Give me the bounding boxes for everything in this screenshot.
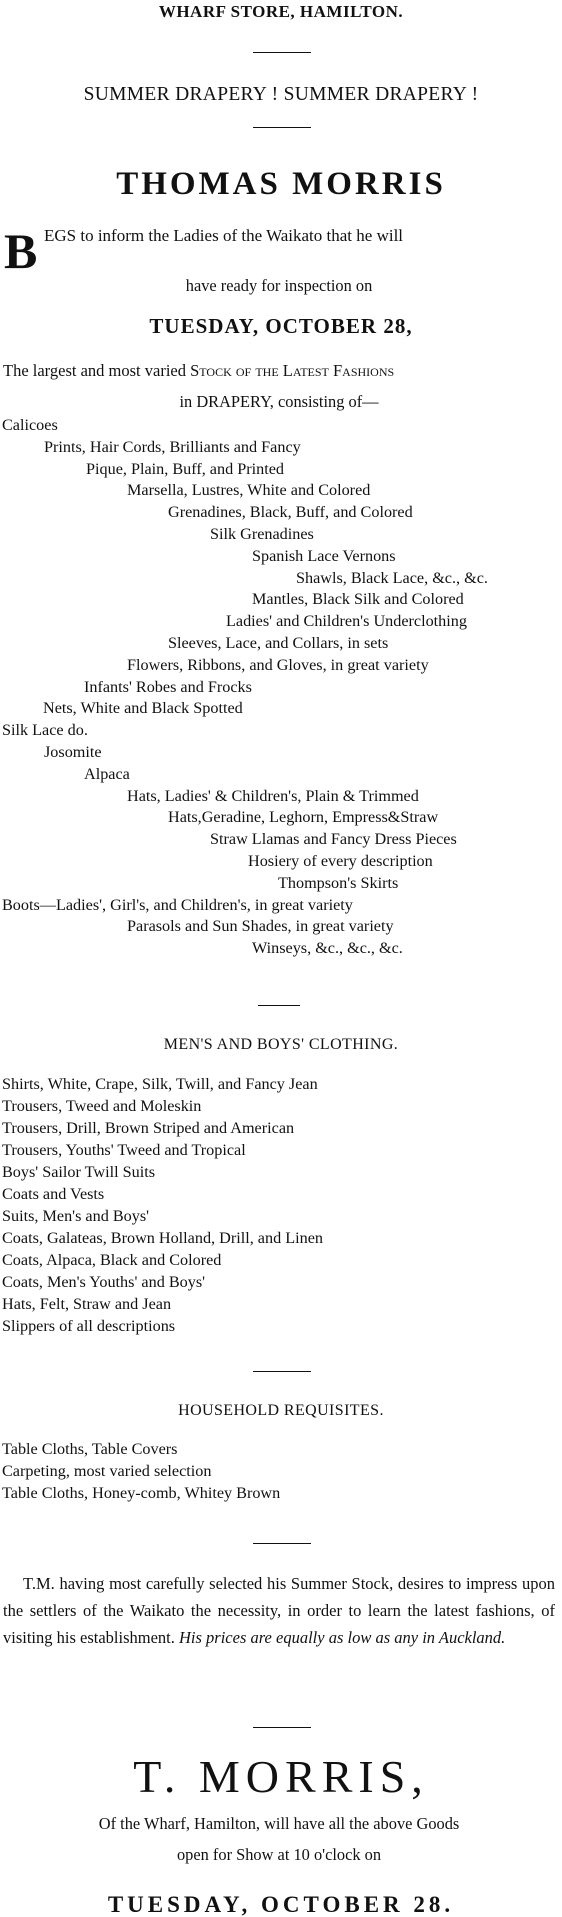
drapery-item: Winseys, &c., &c., &c. [252, 939, 403, 958]
closing-paragraph-text: T.M. having most carefully selected his Summer Stock, desires to impress upon the settlers of the Waikato the necessity, in order to learn the latest fashions, of visiting his establishment. [3, 1574, 555, 1647]
intro-line-3-text: The largest and most varied [3, 361, 191, 380]
intro-line-3 [3, 361, 394, 381]
household-item: Table Cloths, Honey-comb, Whitey Brown [2, 1484, 281, 1502]
mens-clothing-item: Coats, Galateas, Brown Holland, Drill, and Linen [2, 1229, 323, 1247]
store-title: WHARF STORE, HAMILTON. [158, 2, 404, 21]
intro-line-2: have ready for inspection on [185, 276, 373, 295]
household-item: Table Cloths, Table Covers [2, 1440, 178, 1458]
drapery-item: Ladies' and Children's Underclothing [226, 612, 467, 631]
drapery-item: Flowers, Ribbons, and Gloves, in great variety [127, 655, 429, 674]
merchant-name-display: T. MORRIS, [133, 1751, 429, 1802]
drapery-item: Shawls, Black Lace, &c., &c. [296, 568, 488, 587]
drapery-item: Parasols and Sun Shades, in great variety [127, 917, 394, 936]
drapery-item: Marsella, Lustres, White and Colored [127, 481, 371, 500]
wharf-line-2: open for Show at 10 o'clock on [176, 1845, 382, 1864]
mens-clothing-item: Coats and Vests [2, 1185, 105, 1203]
drop-cap: B [4, 223, 38, 279]
intro-line-3-smallcaps: Stock of the Latest Fashions [190, 361, 395, 380]
drapery-item: Boots—Ladies', Girl's, and Children's, in great variety [2, 895, 353, 914]
drapery-item: Alpaca [84, 764, 130, 783]
divider [253, 1543, 311, 1544]
summer-drapery-heading: SUMMER DRAPERY ! SUMMER DRAPERY ! [83, 84, 479, 105]
mens-clothing-item: Coats, Men's Youths' and Boys' [2, 1273, 206, 1291]
drapery-item: Grenadines, Black, Buff, and Colored [168, 503, 413, 522]
divider [253, 127, 311, 128]
drapery-item: Hosiery of every description [248, 852, 433, 870]
closing-paragraph-italic: His prices are equally as low as any in Auckland. [179, 1628, 506, 1647]
drapery-item: Silk Lace do. [2, 721, 88, 740]
mens-clothing-item: Coats, Alpaca, Black and Colored [2, 1251, 222, 1269]
wharf-line-1: Of the Wharf, Hamilton, will have all the above Goods [98, 1814, 460, 1833]
mens-clothing-item: Hats, Felt, Straw and Jean [2, 1295, 172, 1313]
mens-clothing-heading: MEN'S AND BOYS' CLOTHING. [163, 1036, 399, 1053]
mens-clothing-item: Slippers of all descriptions [2, 1317, 176, 1335]
drapery-item: Straw Llamas and Fancy Dress Pieces [210, 830, 457, 849]
mens-clothing-item: Trousers, Youths' Tweed and Tropical [2, 1141, 246, 1159]
drapery-item: Nets, White and Black Spotted [43, 699, 243, 718]
divider [258, 1005, 300, 1006]
drapery-item: Hats, Ladies' & Children's, Plain & Trimmed [127, 786, 419, 805]
divider [253, 1371, 311, 1372]
drapery-item: Pique, Plain, Buff, and Printed [86, 459, 284, 478]
drapery-item: Prints, Hair Cords, Brilliants and Fancy [44, 437, 301, 456]
drapery-item: Sleeves, Lace, and Collars, in sets [168, 634, 389, 652]
household-item: Carpeting, most varied selection [2, 1462, 212, 1480]
drapery-item: Infants' Robes and Frocks [84, 677, 252, 696]
mens-clothing-item: Trousers, Drill, Brown Striped and American [2, 1119, 295, 1137]
final-date: TUESDAY, OCTOBER 28. [107, 1892, 455, 1917]
intro-line-1: EGS to inform the Ladies of the Waikato that he will [44, 226, 404, 245]
drapery-item: Josomite [44, 743, 102, 761]
closing-paragraph [3, 1570, 555, 1651]
drapery-item: Thompson's Skirts [278, 873, 399, 892]
drapery-item: Spanish Lace Vernons [252, 546, 396, 565]
merchant-name: THOMAS MORRIS [116, 166, 446, 202]
drapery-item: Mantles, Black Silk and Colored [252, 590, 464, 609]
mens-clothing-item: Shirts, White, Crape, Silk, Twill, and Fancy Jean [2, 1075, 318, 1093]
opening-date: TUESDAY, OCTOBER 28, [149, 314, 413, 338]
drapery-item: Calicoes [2, 416, 58, 434]
mens-clothing-item: Boys' Sailor Twill Suits [2, 1163, 156, 1181]
household-heading: HOUSEHOLD REQUISITES. [178, 1402, 384, 1419]
drapery-item: Silk Grenadines [210, 525, 314, 543]
mens-clothing-item: Trousers, Tweed and Moleskin [2, 1097, 202, 1115]
divider [253, 1727, 311, 1728]
divider [253, 52, 311, 53]
mens-clothing-item: Suits, Men's and Boys' [2, 1207, 150, 1225]
intro-line-4: in DRAPERY, consisting of— [179, 392, 379, 411]
drapery-item: Hats,Geradine, Leghorn, Empress&Straw [168, 808, 439, 827]
